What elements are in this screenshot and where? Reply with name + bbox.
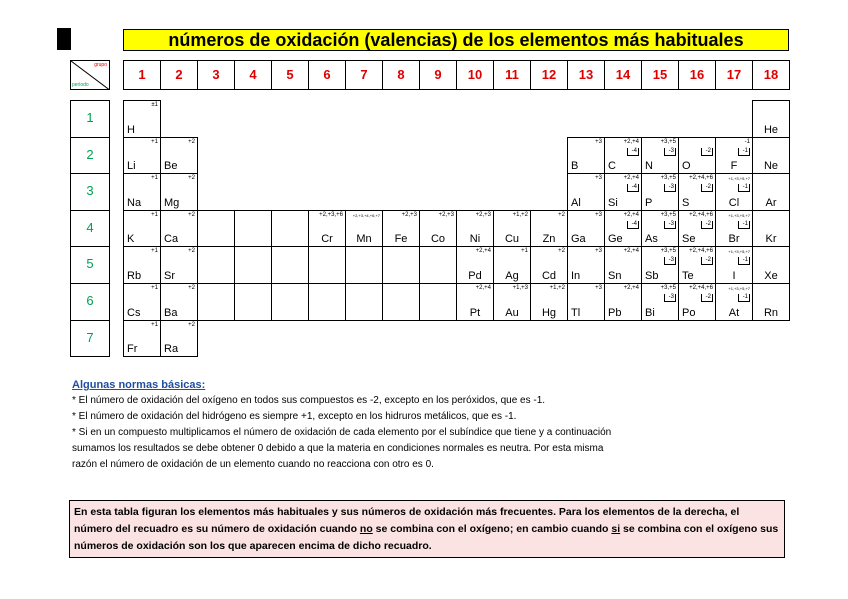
oxidation-states: +2,+4 bbox=[475, 248, 491, 255]
empty-cell bbox=[382, 283, 420, 321]
oxidation-states: +1,+3,+5,+7 bbox=[728, 286, 750, 291]
explanation-part3: se combina con el oxígeno sus números de oxidación son los que aparecen encima de dicho recuadro. bbox=[74, 523, 779, 552]
element-cell-ga bbox=[567, 210, 605, 248]
element-symbol: Sn bbox=[608, 269, 622, 282]
element-cell-rn bbox=[752, 283, 790, 321]
oxidation-states: +2,+4 bbox=[623, 175, 639, 182]
element-symbol: Sr bbox=[164, 269, 175, 282]
oxidation-states: +1 bbox=[151, 321, 158, 328]
element-symbol: Fr bbox=[127, 343, 138, 356]
group-header-11: 11 bbox=[493, 60, 531, 90]
no-oxygen-oxidation-box: -1 bbox=[738, 184, 750, 192]
no-oxygen-oxidation-box: -3 bbox=[664, 294, 676, 302]
oxidation-states: +2 bbox=[188, 248, 195, 255]
element-cell-n bbox=[641, 137, 679, 175]
rule-line: razón el número de oxidación de un elemento cuando no reacciona con otro es 0. bbox=[72, 459, 434, 470]
element-symbol: Ba bbox=[164, 306, 178, 319]
element-cell-te bbox=[678, 246, 716, 284]
oxidation-states: +2,+4 bbox=[623, 285, 639, 291]
element-cell-ge bbox=[604, 210, 642, 248]
no-oxygen-oxidation-box: -1 bbox=[738, 221, 750, 229]
empty-cell bbox=[271, 210, 309, 248]
element-cell-o bbox=[678, 137, 716, 175]
element-symbol: K bbox=[127, 233, 135, 246]
empty-cell bbox=[345, 283, 383, 321]
element-symbol: Se bbox=[682, 233, 696, 246]
element-cell-pb bbox=[604, 283, 642, 321]
empty-cell bbox=[345, 246, 383, 284]
no-oxygen-oxidation-box: -1 bbox=[738, 257, 750, 265]
element-symbol: O bbox=[682, 160, 691, 173]
period-label-4: 4 bbox=[70, 210, 110, 248]
element-symbol: Ag bbox=[505, 269, 519, 282]
element-cell-ag bbox=[493, 246, 531, 284]
period-label-7: 7 bbox=[70, 320, 110, 358]
black-square-marker bbox=[57, 28, 71, 50]
oxidation-states: +3,+5 bbox=[660, 248, 676, 255]
element-cell-p bbox=[641, 173, 679, 211]
element-cell-ar bbox=[752, 173, 790, 211]
element-symbol: Mn bbox=[356, 233, 372, 246]
explanation-part2: se combina con el oxígeno; en cambio cuando bbox=[372, 523, 612, 535]
oxidation-states: +1 bbox=[151, 248, 158, 255]
element-symbol: Br bbox=[728, 233, 740, 246]
oxidation-states: +2 bbox=[558, 211, 565, 218]
rule-line: * El número de oxidación del oxígeno en todos sus compuestos es -2, excepto en los peróxidos, que es -1. bbox=[72, 395, 546, 406]
oxidation-states: +2,+4,+6 bbox=[689, 248, 713, 255]
element-cell-ra bbox=[160, 320, 198, 358]
element-symbol: Bi bbox=[645, 306, 655, 319]
oxidation-states: -1 bbox=[744, 138, 750, 145]
element-cell-pt bbox=[456, 283, 494, 321]
no-oxygen-oxidation-box: -1 bbox=[738, 294, 750, 302]
element-symbol: Co bbox=[430, 233, 446, 246]
oxidation-states: +2 bbox=[188, 211, 195, 218]
element-cell-br bbox=[715, 210, 753, 248]
element-cell-tl bbox=[567, 283, 605, 321]
element-cell-bi bbox=[641, 283, 679, 321]
oxidation-states: +1,+3,+5,+7 bbox=[728, 249, 750, 255]
oxidation-states: +2 bbox=[188, 175, 195, 182]
oxidation-states: +3 bbox=[595, 285, 602, 291]
element-cell-he bbox=[752, 100, 790, 138]
element-symbol: In bbox=[571, 269, 581, 282]
no-oxygen-oxidation-box: -3 bbox=[664, 184, 676, 192]
element-cell-mn bbox=[345, 210, 383, 248]
group-header-13: 13 bbox=[567, 60, 605, 90]
empty-cell bbox=[419, 283, 457, 321]
element-symbol: C bbox=[608, 160, 616, 173]
no-oxygen-oxidation-box: -2 bbox=[701, 148, 713, 156]
group-header-6: 6 bbox=[308, 60, 346, 90]
element-cell-as bbox=[641, 210, 679, 248]
element-symbol: Cr bbox=[321, 233, 333, 246]
element-cell-ca bbox=[160, 210, 198, 248]
empty-cell bbox=[234, 246, 272, 284]
element-symbol: Sb bbox=[645, 269, 659, 282]
empty-cell bbox=[197, 283, 235, 321]
rule-line: * Si en un compuesto multiplicamos el número de oxidación de cada elemento por el subíndice que tiene y a continuación bbox=[72, 427, 612, 438]
element-cell-fr bbox=[123, 320, 161, 358]
element-symbol: Ra bbox=[164, 343, 179, 356]
element-cell-si bbox=[604, 173, 642, 211]
no-oxygen-oxidation-box: -2 bbox=[701, 257, 713, 265]
element-symbol: Te bbox=[682, 269, 694, 282]
oxidation-states: +2 bbox=[558, 248, 565, 255]
element-cell-au bbox=[493, 283, 531, 321]
element-cell-at bbox=[715, 283, 753, 321]
basic-rules-section bbox=[72, 377, 772, 473]
oxidation-states: +2 bbox=[188, 285, 195, 291]
element-cell-kr bbox=[752, 210, 790, 248]
empty-cell bbox=[234, 283, 272, 321]
oxidation-states: +2,+3,+4,+6,+7 bbox=[352, 212, 380, 218]
element-cell-li bbox=[123, 137, 161, 175]
no-oxygen-oxidation-box: -2 bbox=[701, 184, 713, 192]
oxidation-states: +3,+5 bbox=[660, 138, 676, 145]
period-label-2: 2 bbox=[70, 137, 110, 175]
rule-line: * El número de oxidación del hidrógeno es siempre +1, excepto en los hidruros metálicos, que es -1. bbox=[72, 411, 517, 422]
period-label-1: 1 bbox=[70, 100, 110, 138]
element-cell-i bbox=[715, 246, 753, 284]
oxidation-states: +1 bbox=[521, 248, 528, 255]
page-title: números de oxidación (valencias) de los elementos más habituales bbox=[123, 29, 789, 51]
explanation-part1: En esta tabla figuran los elementos más habituales y sus números de oxidación más frecuentes. Para los elementos de la derecha, el número del recuadro es su número de oxidación cuando bbox=[74, 506, 740, 535]
element-symbol: Li bbox=[127, 160, 136, 173]
basic-rules-heading: Algunas normas básicas: bbox=[72, 379, 206, 391]
oxidation-states: +1 bbox=[151, 285, 158, 291]
element-symbol: B bbox=[571, 160, 579, 173]
oxidation-states: +2,+4 bbox=[475, 285, 491, 291]
element-cell-fe bbox=[382, 210, 420, 248]
oxidation-states: +1 bbox=[151, 138, 158, 145]
element-cell-in bbox=[567, 246, 605, 284]
element-cell-f bbox=[715, 137, 753, 175]
oxidation-states: +3 bbox=[595, 175, 602, 182]
element-cell-xe bbox=[752, 246, 790, 284]
oxidation-states: +2,+4 bbox=[623, 211, 639, 218]
group-header-15: 15 bbox=[641, 60, 679, 90]
no-oxygen-oxidation-box: -1 bbox=[738, 148, 750, 156]
element-cell-h bbox=[123, 100, 161, 138]
no-oxygen-oxidation-box: -4 bbox=[627, 221, 639, 229]
group-header-14: 14 bbox=[604, 60, 642, 90]
element-symbol: Na bbox=[127, 196, 142, 209]
group-header-9: 9 bbox=[419, 60, 457, 90]
element-cell-be bbox=[160, 137, 198, 175]
element-symbol: P bbox=[645, 196, 653, 209]
element-cell-s bbox=[678, 173, 716, 211]
oxidation-states: +2,+3 bbox=[475, 211, 491, 218]
oxidation-states: +3 bbox=[595, 248, 602, 255]
period-label-5: 5 bbox=[70, 246, 110, 284]
explanation-no: no bbox=[359, 523, 373, 535]
oxidation-states: +2,+4,+6 bbox=[689, 175, 713, 182]
element-symbol: Ar bbox=[765, 196, 777, 209]
oxidation-states: +1,+2 bbox=[549, 285, 565, 291]
element-symbol: Cs bbox=[127, 306, 141, 319]
element-symbol: Ca bbox=[164, 233, 179, 246]
oxidation-states: +2,+4,+6 bbox=[689, 211, 713, 218]
element-cell-cs bbox=[123, 283, 161, 321]
element-symbol: Pt bbox=[469, 306, 481, 319]
group-header-18: 18 bbox=[752, 60, 790, 90]
element-symbol: Ni bbox=[469, 233, 481, 246]
oxidation-states: +1 bbox=[151, 175, 158, 182]
period-label-6: 6 bbox=[70, 283, 110, 321]
element-symbol: He bbox=[763, 123, 779, 136]
element-symbol: Pb bbox=[608, 306, 622, 319]
oxidation-states: +3,+5 bbox=[660, 211, 676, 218]
oxidation-states: +1,+3 bbox=[512, 285, 528, 291]
element-symbol: Be bbox=[164, 160, 178, 173]
element-symbol: F bbox=[730, 160, 738, 173]
no-oxygen-oxidation-box: -3 bbox=[664, 221, 676, 229]
element-symbol: Xe bbox=[764, 269, 778, 282]
oxidation-states: +3 bbox=[595, 138, 602, 145]
element-cell-zn bbox=[530, 210, 568, 248]
element-symbol: S bbox=[682, 196, 690, 209]
element-cell-rb bbox=[123, 246, 161, 284]
group-header-10: 10 bbox=[456, 60, 494, 90]
oxidation-states: +1 bbox=[151, 211, 158, 218]
no-oxygen-oxidation-box: -2 bbox=[701, 294, 713, 302]
element-cell-co bbox=[419, 210, 457, 248]
element-cell-ni bbox=[456, 210, 494, 248]
group-header-1: 1 bbox=[123, 60, 161, 90]
oxidation-states: +3,+5 bbox=[660, 175, 676, 182]
element-symbol: Mg bbox=[164, 196, 180, 209]
group-header-12: 12 bbox=[530, 60, 568, 90]
element-symbol: Pd bbox=[468, 269, 482, 282]
element-symbol: Ne bbox=[763, 160, 779, 173]
empty-cell bbox=[382, 246, 420, 284]
element-symbol: Ge bbox=[608, 233, 623, 246]
element-symbol: Ga bbox=[571, 233, 586, 246]
element-symbol: Po bbox=[682, 306, 696, 319]
oxidation-states: +1,+3,+5,+7 bbox=[728, 176, 750, 182]
element-symbol: Fe bbox=[394, 233, 408, 246]
group-period-corner bbox=[70, 60, 110, 90]
no-oxygen-oxidation-box: -2 bbox=[701, 221, 713, 229]
oxidation-states: +2 bbox=[188, 321, 195, 328]
group-header-2: 2 bbox=[160, 60, 198, 90]
empty-cell bbox=[271, 246, 309, 284]
corner-periodo-label: periodo bbox=[72, 82, 89, 88]
element-cell-cd bbox=[530, 246, 568, 284]
element-cell-ba bbox=[160, 283, 198, 321]
no-oxygen-oxidation-box: -3 bbox=[664, 257, 676, 265]
element-symbol: Cu bbox=[504, 233, 520, 246]
oxidation-states: +3,+5 bbox=[660, 285, 676, 291]
period-label-3: 3 bbox=[70, 173, 110, 211]
no-oxygen-oxidation-box: -4 bbox=[627, 148, 639, 156]
group-header-8: 8 bbox=[382, 60, 420, 90]
element-cell-c bbox=[604, 137, 642, 175]
element-cell-ne bbox=[752, 137, 790, 175]
element-cell-po bbox=[678, 283, 716, 321]
element-cell-sn bbox=[604, 246, 642, 284]
element-symbol: Rn bbox=[763, 306, 779, 319]
empty-cell bbox=[419, 246, 457, 284]
element-symbol: Cd bbox=[541, 269, 557, 282]
group-header-7: 7 bbox=[345, 60, 383, 90]
element-cell-al bbox=[567, 173, 605, 211]
table-explanation-box bbox=[69, 500, 785, 558]
rule-line: sumamos los resultados se debe obtener 0 debido a que la materia en condiciones normales es neutra. Por esta misma bbox=[72, 443, 604, 454]
oxidation-states: +1,+3,+5,+7 bbox=[728, 212, 750, 218]
element-symbol: Zn bbox=[542, 233, 556, 246]
element-symbol: Rb bbox=[127, 269, 142, 282]
element-symbol: Kr bbox=[765, 233, 777, 246]
group-header-17: 17 bbox=[715, 60, 753, 90]
no-oxygen-oxidation-box: -4 bbox=[627, 184, 639, 192]
empty-cell bbox=[197, 210, 235, 248]
explanation-si: si bbox=[611, 523, 621, 535]
oxidation-states: +2,+3,+6 bbox=[319, 211, 343, 218]
element-symbol: N bbox=[645, 160, 653, 173]
group-header-3: 3 bbox=[197, 60, 235, 90]
oxidation-states: +2,+3 bbox=[401, 211, 417, 218]
group-header-16: 16 bbox=[678, 60, 716, 90]
element-symbol: I bbox=[732, 269, 736, 282]
element-symbol: As bbox=[645, 233, 658, 246]
element-cell-se bbox=[678, 210, 716, 248]
oxidation-states: +2,+3 bbox=[438, 211, 454, 218]
element-symbol: Hg bbox=[541, 306, 557, 319]
empty-cell bbox=[271, 283, 309, 321]
element-cell-mg bbox=[160, 173, 198, 211]
element-symbol: At bbox=[728, 306, 740, 319]
oxidation-states: +2 bbox=[188, 138, 195, 145]
element-symbol: Au bbox=[505, 306, 519, 319]
oxidation-states: ±1 bbox=[151, 102, 158, 108]
oxidation-states: +2,+4,+6 bbox=[689, 285, 713, 291]
oxidation-states: +2,+4 bbox=[623, 248, 639, 255]
oxidation-states: +3 bbox=[595, 211, 602, 218]
element-cell-cl bbox=[715, 173, 753, 211]
element-cell-k bbox=[123, 210, 161, 248]
empty-cell bbox=[197, 246, 235, 284]
oxidation-states: +1,+2 bbox=[512, 211, 528, 218]
group-header-5: 5 bbox=[271, 60, 309, 90]
group-header-4: 4 bbox=[234, 60, 272, 90]
element-symbol: Tl bbox=[571, 306, 581, 319]
no-oxygen-oxidation-box: -3 bbox=[664, 148, 676, 156]
element-cell-b bbox=[567, 137, 605, 175]
oxidation-states: +2,+4 bbox=[623, 138, 639, 145]
element-symbol: H bbox=[127, 123, 135, 136]
element-cell-pd bbox=[456, 246, 494, 284]
element-cell-cu bbox=[493, 210, 531, 248]
empty-cell bbox=[234, 210, 272, 248]
corner-grupo-label: grupo bbox=[94, 62, 107, 68]
element-symbol: Al bbox=[571, 196, 581, 209]
empty-cell bbox=[308, 283, 346, 321]
empty-cell bbox=[308, 246, 346, 284]
element-symbol: Cl bbox=[728, 196, 740, 209]
element-cell-sb bbox=[641, 246, 679, 284]
element-cell-sr bbox=[160, 246, 198, 284]
element-cell-cr bbox=[308, 210, 346, 248]
element-symbol: Si bbox=[608, 196, 618, 209]
element-cell-na bbox=[123, 173, 161, 211]
element-cell-hg bbox=[530, 283, 568, 321]
